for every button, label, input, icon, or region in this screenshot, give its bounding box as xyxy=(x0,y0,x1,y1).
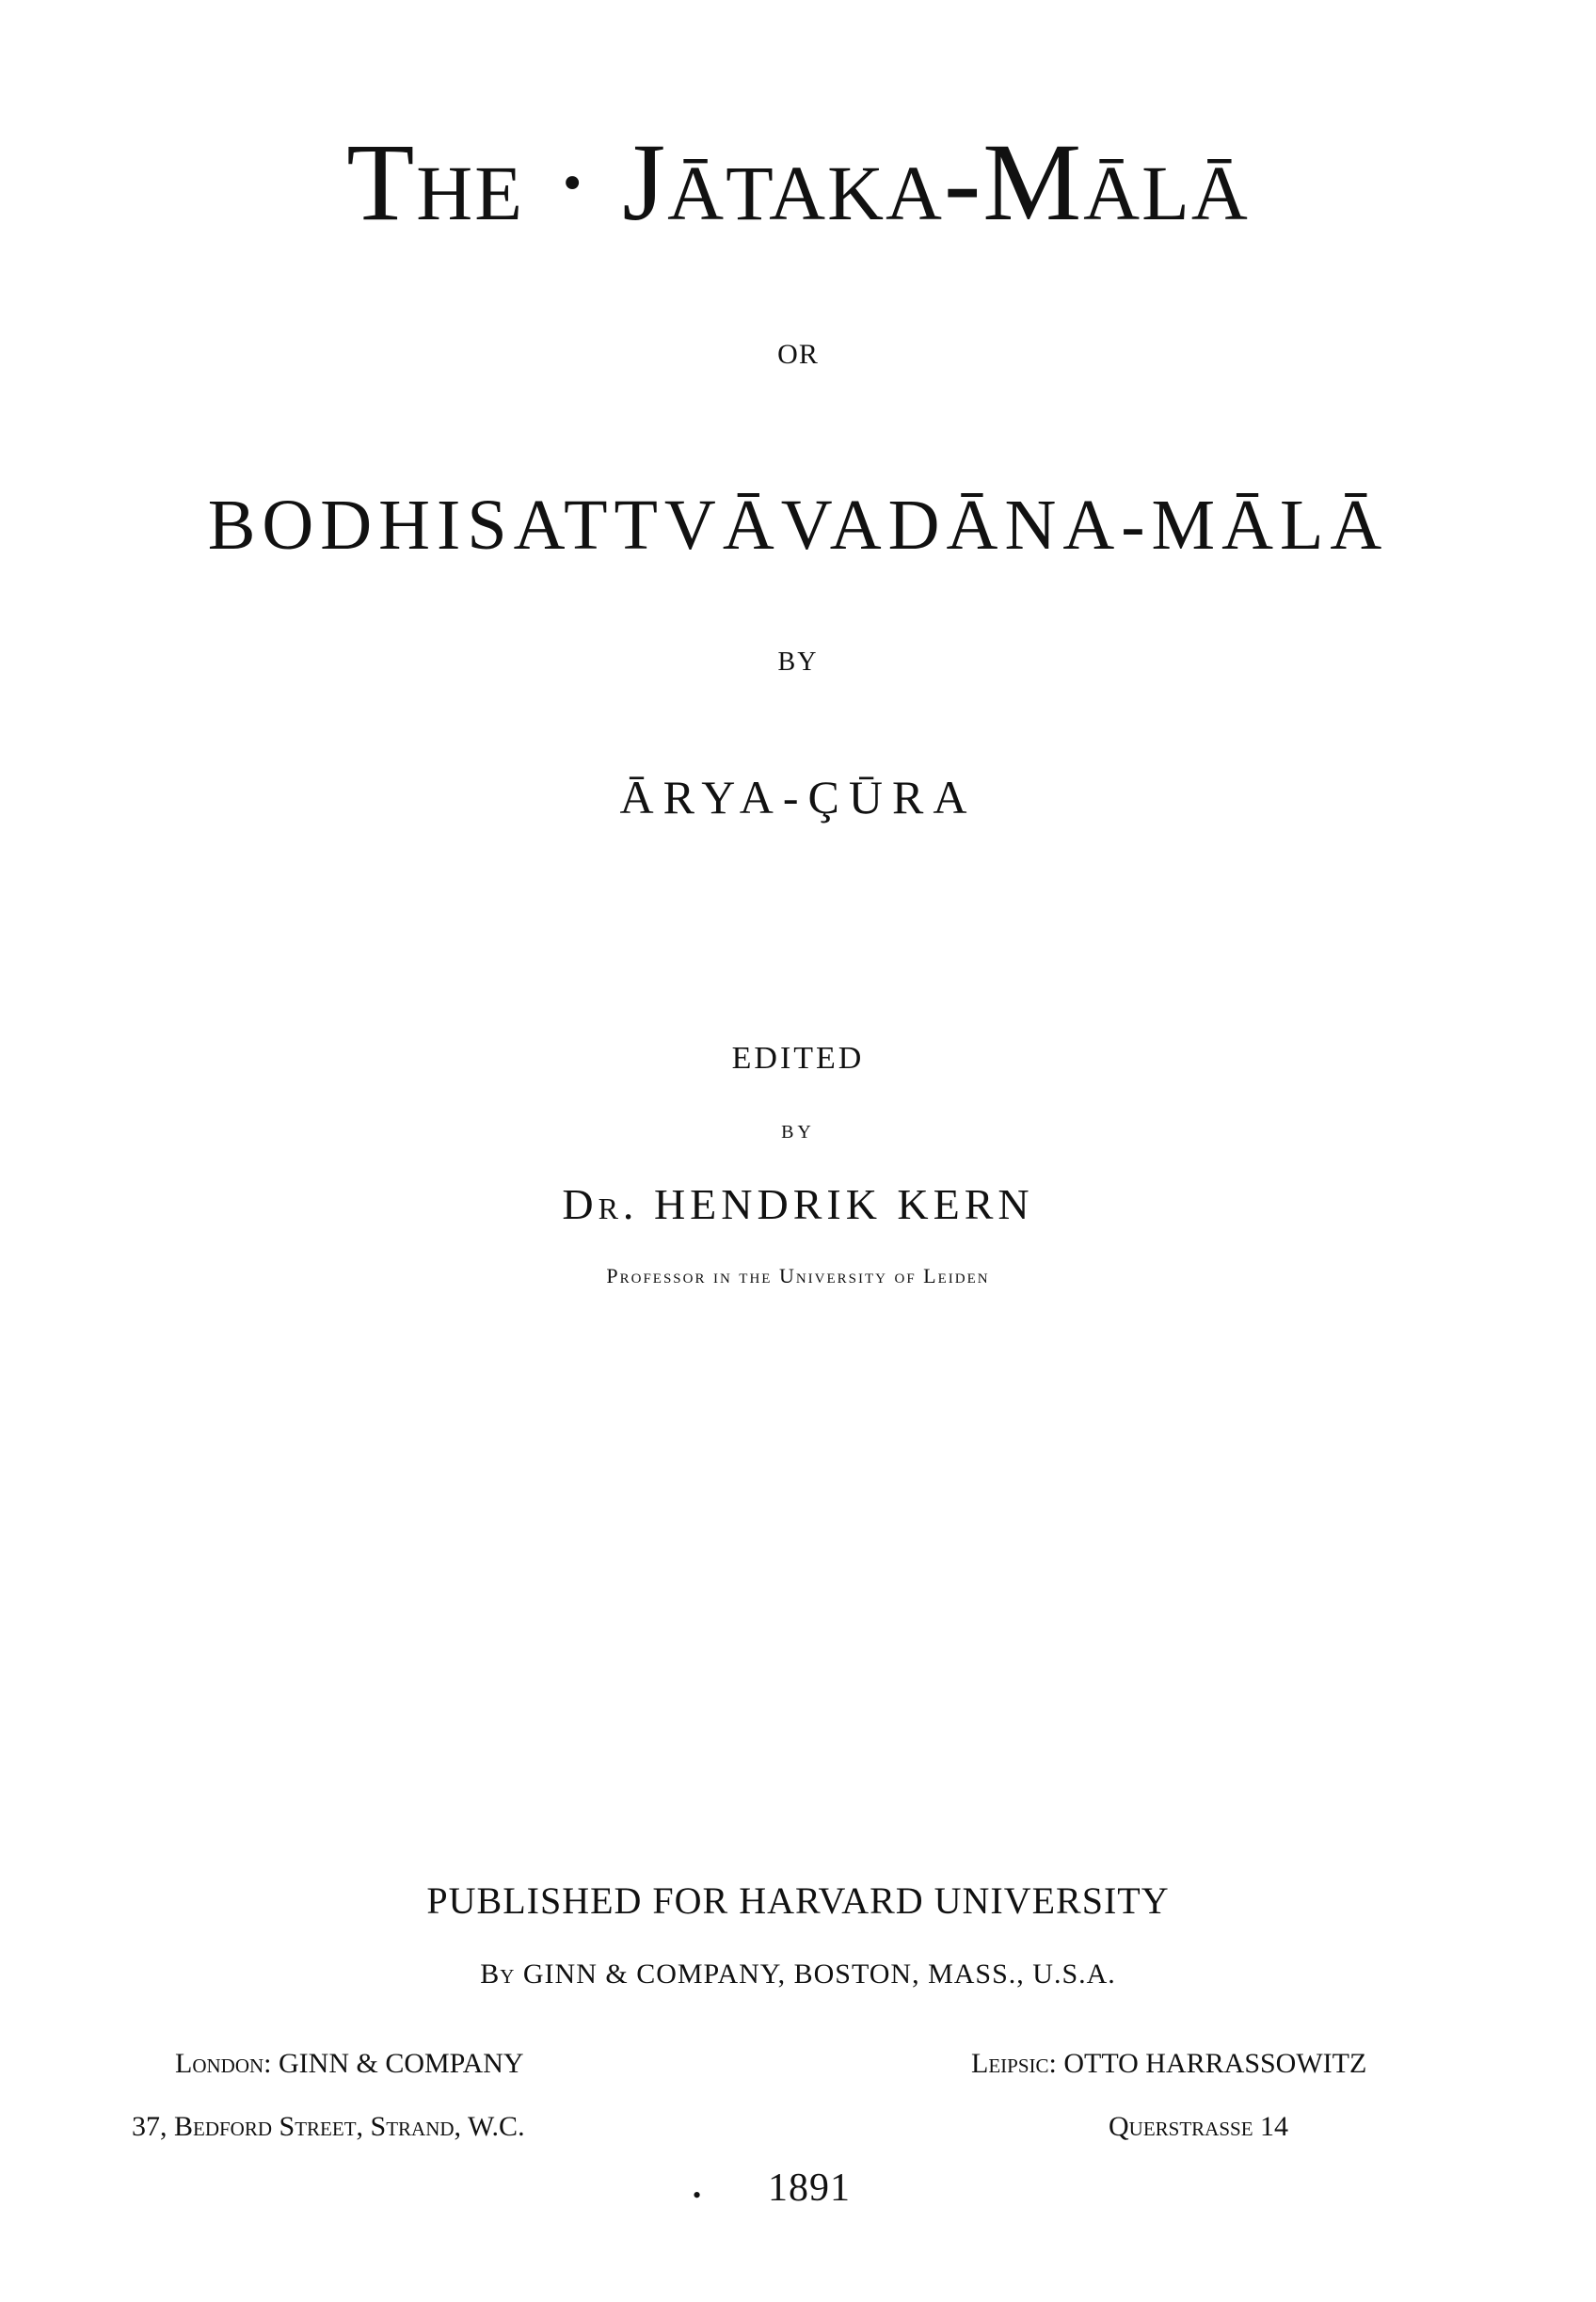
london-imprint xyxy=(175,2050,524,2078)
london-address: 37, Bedford Street, Strand, W.C. xyxy=(132,2111,525,2142)
publication-year: 1891 xyxy=(768,2166,851,2210)
london-city: London xyxy=(175,2048,264,2079)
publisher-line xyxy=(0,1960,1596,1989)
published-for-line: PUBLISHED FOR HARVARD UNIVERSITY xyxy=(426,1879,1170,1922)
editor-role: Professor in the University of Leiden xyxy=(606,1264,990,1287)
alternate-title: BODHISATTVĀVADĀNA-MĀLĀ xyxy=(207,486,1389,565)
author-name: ĀRYA-ÇŪRA xyxy=(619,771,977,823)
editor-name: HENDRIK KERN xyxy=(653,1180,1034,1228)
publisher-by-prefix: By xyxy=(480,1958,516,1990)
by-label: BY xyxy=(777,647,819,677)
leipsic-address: Querstrasse 14 xyxy=(1109,2111,1289,2142)
leipsic-firm: OTTO HARRASSOWITZ xyxy=(1063,2048,1367,2079)
leipsic-city: Leipsic xyxy=(971,2048,1049,2079)
edited-by-label: BY xyxy=(781,1122,815,1143)
title-conjunction: OR xyxy=(777,339,819,370)
publisher-name: GINN & COMPANY, BOSTON, MASS., U.S.A. xyxy=(522,1958,1116,1990)
london-separator: : xyxy=(263,2048,272,2079)
london-firm: GINN & COMPANY xyxy=(279,2048,524,2079)
leipsic-imprint xyxy=(971,2050,1366,2078)
editor-line xyxy=(0,1180,1596,1228)
editor-prefix: Dr. xyxy=(562,1180,639,1228)
year-dot: • xyxy=(693,2182,702,2209)
edited-label: EDITED xyxy=(731,1041,865,1076)
main-title: The · Jātaka-Mālā xyxy=(346,120,1250,244)
leipsic-separator: : xyxy=(1048,2048,1057,2079)
